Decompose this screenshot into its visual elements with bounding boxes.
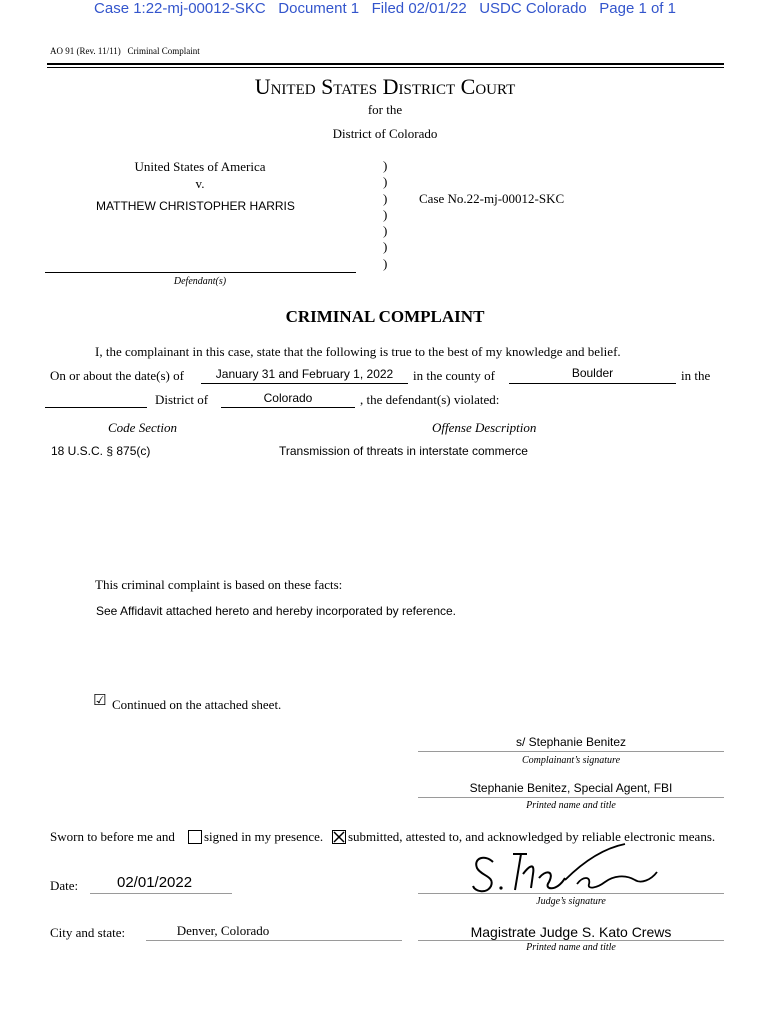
state-line bbox=[221, 407, 355, 408]
intro-text: I, the complainant in this case, state that the following is true to the best of my knowledge and belief. bbox=[95, 344, 621, 359]
district-blank-line bbox=[45, 407, 147, 408]
electronic-means-text: submitted, attested to, and acknowledged by reliable electronic means. bbox=[348, 829, 716, 844]
sworn-date: 02/01/2022 bbox=[117, 874, 193, 891]
offense-description-label: Offense Description bbox=[432, 420, 537, 435]
case-number: Case No.22-mj-00012-SKC bbox=[419, 191, 565, 206]
defendant-line bbox=[45, 272, 356, 273]
offense-dates: January 31 and February 1, 2022 bbox=[215, 367, 394, 381]
complainant-sig-line bbox=[418, 751, 724, 752]
judge-printed-label: Printed name and title bbox=[526, 942, 616, 953]
plaintiff-name: United States of America bbox=[134, 159, 266, 174]
dates-line bbox=[201, 383, 408, 384]
complainant-sig-label: Complainant’s signature bbox=[521, 755, 621, 766]
judge-name-line bbox=[418, 940, 724, 941]
top-rule-thick bbox=[47, 63, 724, 65]
judge-sig-label: Judge’s signature bbox=[536, 896, 606, 907]
complaint-heading: CRIMINAL COMPLAINT bbox=[285, 307, 485, 326]
continued-checkbox[interactable]: ☑ bbox=[93, 692, 107, 709]
defendant-label: Defendant(s) bbox=[173, 276, 227, 287]
form-id: AO 91 (Rev. 11/11) Criminal Complaint bbox=[50, 46, 200, 56]
code-section: 18 U.S.C. § 875(c) bbox=[51, 444, 151, 458]
county-line bbox=[509, 383, 676, 384]
signed-presence-text: signed in my presence. bbox=[204, 829, 324, 844]
code-section-label: Code Section bbox=[108, 420, 177, 435]
court-title: United States District Court bbox=[254, 74, 516, 99]
for-the: for the bbox=[367, 102, 403, 117]
judge-signature-graphic bbox=[465, 840, 665, 900]
versus: v. bbox=[195, 176, 205, 191]
judge-printed-name: Magistrate Judge S. Kato Crews bbox=[470, 924, 672, 940]
district-name: District of Colorado bbox=[332, 126, 438, 141]
county-value: Boulder bbox=[571, 366, 614, 380]
complainant-name-line bbox=[418, 797, 724, 798]
defendant-name: MATTHEW CHRISTOPHER HARRIS bbox=[96, 199, 295, 213]
caption-parens: ) ) ) ) ) ) ) bbox=[383, 158, 388, 271]
judge-sig-line bbox=[418, 893, 724, 894]
violated-text: , the defendant(s) violated: bbox=[360, 392, 500, 407]
signed-presence-checkbox[interactable] bbox=[188, 830, 202, 844]
date-label: Date: bbox=[50, 878, 79, 893]
electronic-means-checkbox[interactable] bbox=[332, 830, 346, 844]
complainant-signature: s/ Stephanie Benitez bbox=[515, 735, 627, 749]
city-line bbox=[146, 940, 402, 941]
city-label: City and state: bbox=[50, 925, 126, 940]
county-prefix: in the county of bbox=[413, 368, 495, 383]
facts-text: See Affidavit attached hereto and hereby incorporated by reference. bbox=[96, 604, 457, 618]
date-prefix: On or about the date(s) of bbox=[50, 368, 184, 383]
district-of: District of bbox=[155, 392, 209, 407]
offense-description: Transmission of threats in interstate commerce bbox=[279, 444, 528, 458]
complainant-name-label: Printed name and title bbox=[526, 800, 616, 811]
city-value: Denver, Colorado bbox=[176, 923, 270, 938]
sworn-prefix: Sworn to before me and bbox=[50, 829, 175, 844]
continued-text: Continued on the attached sheet. bbox=[112, 697, 282, 712]
state-value: Colorado bbox=[263, 391, 313, 405]
check-x-icon bbox=[333, 831, 345, 843]
in-the: in the bbox=[681, 368, 711, 383]
facts-label: This criminal complaint is based on these facts: bbox=[95, 577, 343, 592]
case-header-stamp: Case 1:22-mj-00012-SKC Document 1 Filed 02/01/22 USDC Colorado Page 1 of 1 bbox=[94, 0, 676, 17]
top-rule-thin bbox=[47, 67, 724, 68]
complainant-printed-name: Stephanie Benitez, Special Agent, FBI bbox=[469, 781, 673, 795]
date-line bbox=[90, 893, 232, 894]
